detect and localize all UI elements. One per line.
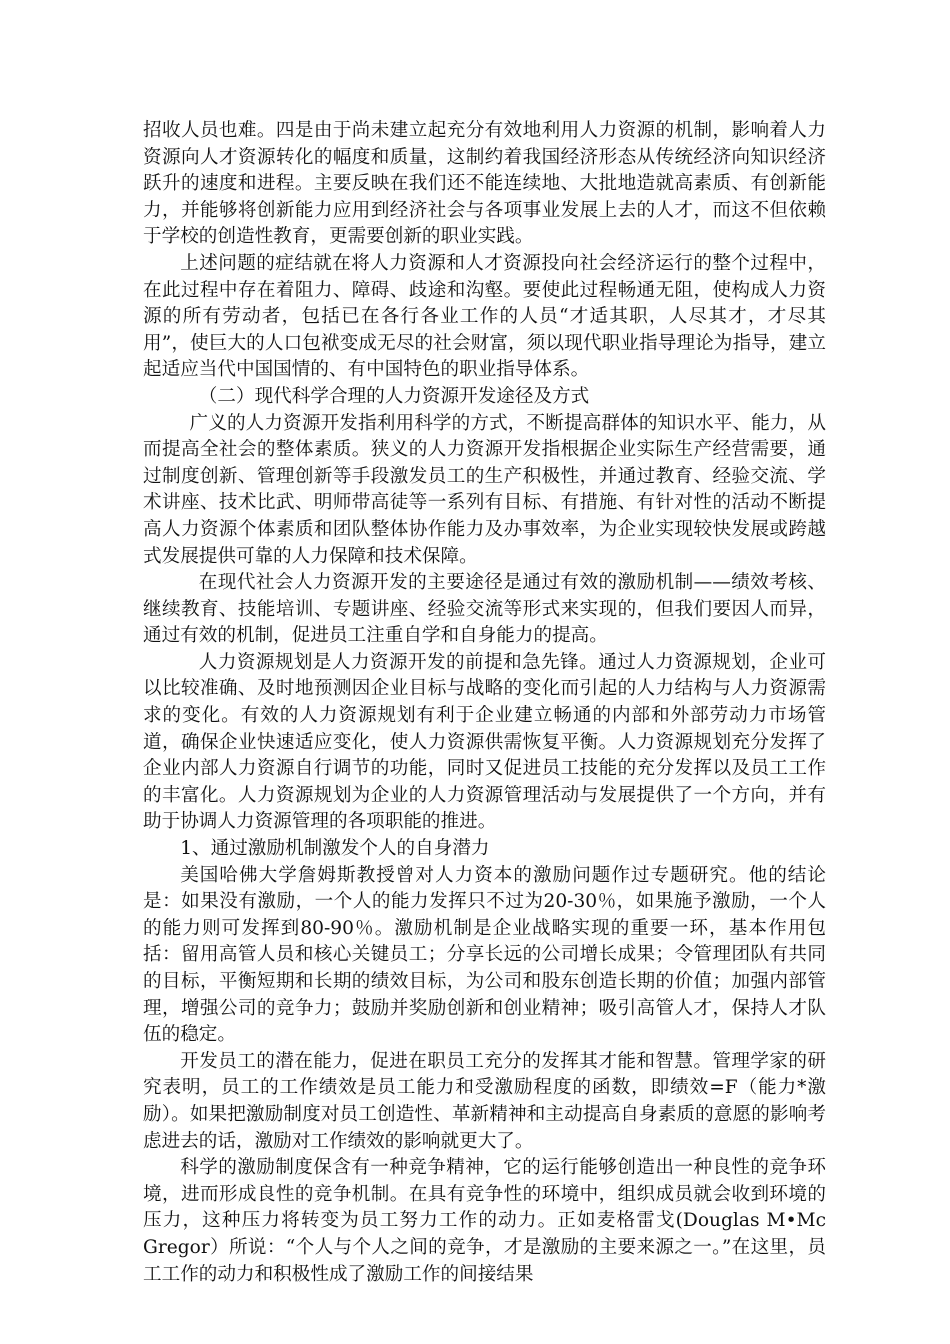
section-heading: （二）现代科学合理的人力资源开发途径及方式 bbox=[198, 385, 590, 407]
subsection-heading: 1、通过激励机制激发个人的自身潜力 bbox=[180, 838, 490, 860]
paragraph-7: 开发员工的潜在能力，促进在职员工充分的发挥其才能和智慧。管理学家的研究表明，员工的工作绩效是员工能力和受激励程度的函数，即绩效=F（能力*激励）。如果把激励制度对员工创造性、革新精神和主动提高自身素质的意愿的影响考虑进去的话，激励对工作绩效的影响就更大了。 bbox=[143, 1050, 826, 1152]
document-page bbox=[143, 118, 826, 1288]
paragraph-5: 人力资源规划是人力资源开发的前提和急先锋。通过人力资源规划，企业可以比较准确、及时地预测因企业目标与战略的变化而引起的人力结构与人力资源需求的变化。有效的人力资源规划有利于企业建立畅通的内部和外部劳动力市场管道，确保企业快速适应变化，使人力资源供需恢复平衡。人力资源规划充分发挥了企业内部人力资源自行调节的功能，同时又促进员工技能的充分发挥以及员工工作的丰富化。人力资源规划为企业的人力资源管理活动与发展提供了一个方向，并有助于协调人力资源管理的各项职能的推进。 bbox=[143, 651, 826, 833]
paragraph-4: 在现代社会人力资源开发的主要途径是通过有效的激励机制——绩效考核、继续教育、技能培训、专题讲座、经验交流等形式来实现的，但我们要因人而异，通过有效的机制，促进员工注重自学和自身能力的提高。 bbox=[143, 572, 826, 647]
paragraph-6: 美国哈佛大学詹姆斯教授曾对人力资本的激励问题作过专题研究。他的结论是：如果没有激励，一个人的能力发挥只不过为20-30％，如果施予激励，一个人的能力则可发挥到80-90％。激励机制是企业战略实现的重要一环，基本作用包括：留用高管人员和核心关键员工；分享长远的公司增长成果；令管理团队有共同的目标，平衡短期和长期的绩效目标，为公司和股东创造长期的价值；加强内部管理，增强公司的竞争力；鼓励并奖励创新和创业精神；吸引高管人才，保持人才队伍的稳定。 bbox=[143, 864, 826, 1046]
paragraph-2: 上述问题的症结就在将人力资源和人才资源投向社会经济运行的整个过程中，在此过程中存在着阻力、障碍、歧途和沟壑。要使此过程畅通无阻，使构成人力资源的所有劳动者，包括已在各行各业工作的人员“才适其职，人尽其才，才尽其用”，使巨大的人口包袱变成无尽的社会财富，须以现代职业指导理论为指导，建立起适应当代中国国情的、有中国特色的职业指导体系。 bbox=[143, 252, 826, 381]
paragraph-3: 广义的人力资源开发指利用科学的方式，不断提高群体的知识水平、能力，从而提高全社会的整体素质。狭义的人力资源开发指根据企业实际生产经营需要，通过制度创新、管理创新等手段激发员工的生产积极性，并通过教育、经验交流、学术讲座、技术比武、明师带高徒等一系列有目标、有措施、有针对性的活动不断提高人力资源个体素质和团队整体协作能力及办事效率，为企业实现较快发展或跨越式发展提供可靠的人力保障和技术保障。 bbox=[143, 412, 826, 567]
paragraph-8: 科学的激励制度保含有一种竞争精神，它的运行能够创造出一种良性的竞争环境，进而形成良性的竞争机制。在具有竞争性的环境中，组织成员就会收到环境的压力，这种压力将转变为员工努力工作的动力。正如麦格雷戈(Douglas M•Mc Gregor）所说：“个人与个人之间的竞争，才是激励的主要来源之一。”在这里，员工工作的动力和积极性成了激励工作的间接结果 bbox=[143, 1157, 826, 1285]
paragraph-1: 招收人员也难。四是由于尚未建立起充分有效地利用人力资源的机制，影响着人力资源向人才资源转化的幅度和质量，这制约着我国经济形态从传统经济向知识经济跃升的速度和进程。主要反映在我们还不能连续地、大批地造就高素质、有创新能力，并能够将创新能力应用到经济社会与各项事业发展上去的人才，而这不但依赖于学校的创造性教育，更需要创新的职业实践。 bbox=[143, 120, 826, 248]
